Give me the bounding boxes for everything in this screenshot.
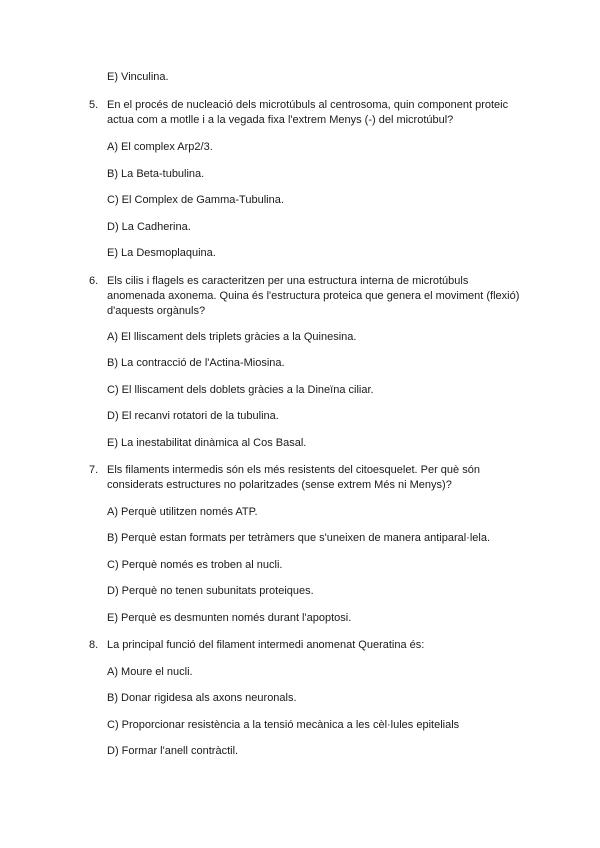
question-6-text-line-2: anomenada axonema. Quina és l'estructura proteica que genera el moviment (flexió): [107, 290, 520, 302]
question-7-number: 7.: [89, 464, 99, 476]
question-6-option-b: B) La contracció de l'Actina-Miosina.: [107, 357, 285, 369]
question-5-text-line-2: actua com a motlle i a la vegada fixa l'extrem Menys (-) del microtúbul?: [107, 114, 454, 126]
question-8-option-b: B) Donar rigidesa als axons neuronals.: [107, 692, 297, 704]
question-7-option-c: C) Perquè només es troben al nucli.: [107, 559, 283, 571]
question-5-number: 5.: [89, 99, 99, 111]
question-5-option-c: C) El Complex de Gamma-Tubulina.: [107, 194, 284, 206]
question-7-option-a: A) Perquè utilitzen només ATP.: [107, 506, 258, 518]
question-8-option-c: C) Proporcionar resistència a la tensió mecànica a les cèl·lules epitelials: [107, 719, 460, 731]
question-7-text-line-1: Els filaments intermedis són els més resistents del citoesquelet. Per què són: [107, 464, 480, 476]
question-7-option-d: D) Perquè no tenen subunitats proteiques.: [107, 585, 314, 597]
question-7-option-e: E) Perquè es desmunten només durant l'apoptosi.: [107, 612, 352, 624]
question-6-option-e: E) La inestabilitat dinàmica al Cos Basal.: [107, 437, 307, 449]
question-5-option-d: D) La Cadherina.: [107, 221, 191, 233]
question-5-text-line-1: En el procés de nucleació dels microtúbuls al centrosoma, quin component proteic: [107, 99, 509, 111]
question-7-option-b: B) Perquè estan formats per tetràmers que s'uneixen de manera antiparal·lela.: [107, 532, 491, 544]
question-8-number: 8.: [89, 639, 99, 651]
question-8-option-d: D) Formar l'anell contràctil.: [107, 745, 239, 757]
question-5-option-b: B) La Beta-tubulina.: [107, 168, 205, 180]
option-e-vinculina: E) Vinculina.: [107, 71, 169, 83]
question-6-text-line-1: Els cilis i flagels es caracteritzen per una estructura interna de microtúbuls: [107, 275, 469, 287]
question-5-option-a: A) El complex Arp2/3.: [107, 141, 213, 153]
question-6-option-a: A) El lliscament dels triplets gràcies a la Quinesina.: [107, 331, 357, 343]
question-6-option-c: C) El lliscament dels doblets gràcies a la Dineïna ciliar.: [107, 384, 374, 396]
question-8-option-a: A) Moure el nucli.: [107, 666, 193, 678]
question-8-text-line-1: La principal funció del filament intermedi anomenat Queratina és:: [107, 639, 425, 651]
question-6-option-d: D) El recanvi rotatori de la tubulina.: [107, 410, 279, 422]
question-7-text-line-2: considerats estructures no polaritzades (sense extrem Més ni Menys)?: [107, 479, 452, 491]
question-5-option-e: E) La Desmoplaquina.: [107, 247, 216, 259]
question-6-text-line-3: d'aquests orgànuls?: [107, 305, 206, 317]
question-6-number: 6.: [89, 275, 99, 287]
